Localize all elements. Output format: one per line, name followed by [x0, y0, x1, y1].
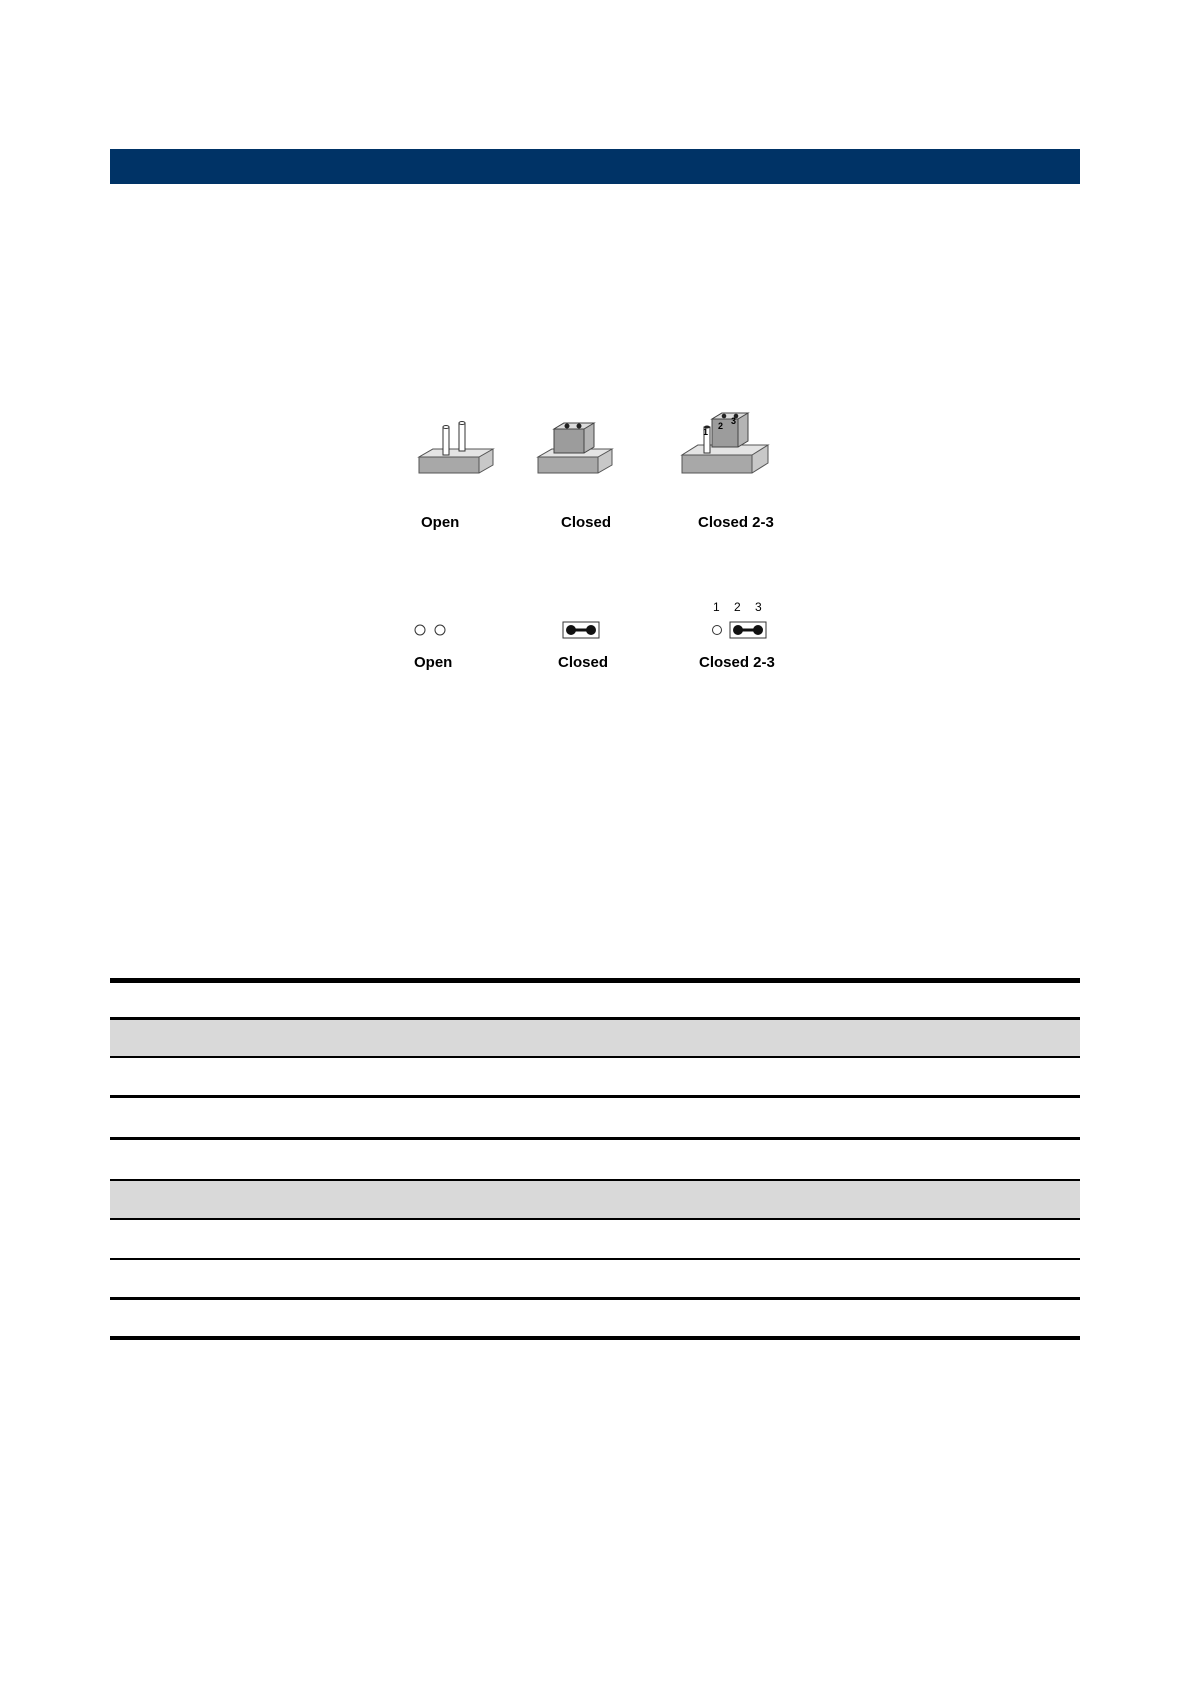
label-3d-closed-2-3: Closed 2-3	[698, 514, 774, 531]
table-row	[110, 1181, 1080, 1220]
table-row	[110, 1020, 1080, 1058]
table-row	[110, 1220, 1080, 1260]
label-3d-closed: Closed	[561, 514, 612, 531]
pin-number-3-3d: 3	[731, 416, 737, 426]
jumper-3d-closed-icon	[538, 423, 612, 473]
label-3d-open: Open	[421, 514, 460, 531]
jumper-2d-symbols	[400, 610, 800, 650]
jumper-3d-illustrations	[400, 405, 800, 505]
jumper-settings-table	[110, 978, 1080, 1340]
table-row	[110, 1098, 1080, 1140]
pin-number-2-2d: 2	[734, 600, 741, 614]
jumper-2d-closed-icon	[563, 622, 599, 638]
jumper-3d-open-icon	[419, 422, 493, 474]
jumper-diagram	[400, 405, 800, 685]
jumper-2d-closed-2-3-icon	[713, 622, 767, 638]
pin-number-2-3d: 2	[718, 421, 724, 431]
table-row	[110, 1058, 1080, 1098]
jumper-2d-open-icon	[415, 625, 445, 635]
pin-number-3-2d: 3	[755, 600, 762, 614]
table-header-row	[110, 978, 1080, 1020]
table-row	[110, 1300, 1080, 1340]
section-header-bar	[110, 149, 1080, 184]
pin-number-1-2d: 1	[713, 600, 720, 614]
pin-number-1-3d: 1	[703, 427, 709, 437]
table-row	[110, 1260, 1080, 1300]
label-2d-open: Open	[414, 654, 453, 671]
label-2d-closed: Closed	[558, 654, 609, 671]
table-row	[110, 1140, 1080, 1181]
jumper-3d-closed-2-3-icon	[682, 413, 768, 473]
label-2d-closed-2-3: Closed 2-3	[699, 654, 775, 671]
